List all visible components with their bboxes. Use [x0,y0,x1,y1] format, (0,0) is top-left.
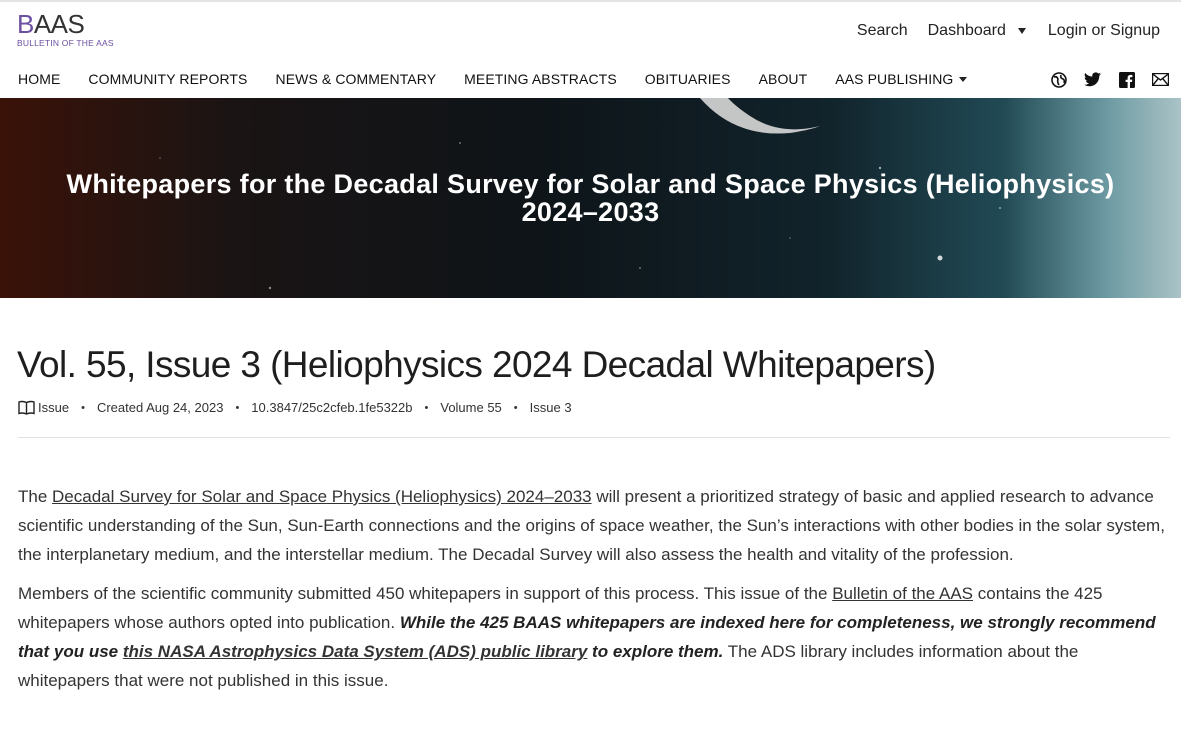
nav-aas-publishing-label: AAS PUBLISHING [835,71,954,87]
chevron-down-icon[interactable] [1018,28,1026,34]
meta-separator: • [513,401,518,414]
meta-doi[interactable]: 10.3847/25c2cfeb.1fe5322b [251,400,413,415]
nav-obituaries[interactable]: OBITUARIES [644,71,731,87]
meta-type: Issue [38,400,70,415]
meta-volume: Volume 55 [440,400,502,415]
decadal-survey-link[interactable]: Decadal Survey for Solar and Space Physics (Heliophysics) 2024–2033 [52,487,592,506]
divider [18,437,1170,438]
facebook-icon[interactable] [1118,71,1135,88]
dashboard-link[interactable]: Dashboard [927,22,1006,39]
ads-library-link[interactable]: this NASA Astrophysics Data System (ADS) public library [122,642,588,661]
text: Members of the scientific community submitted 450 whitepapers in support of this process. This issue of the [18,584,833,603]
mail-icon[interactable] [1152,71,1169,88]
login-signup-link[interactable]: Login or Signup [1047,22,1160,39]
logo-rest: AAS [33,9,85,39]
paragraph-1 [18,482,1170,569]
page-title: Vol. 55, Issue 3 (Heliophysics 2024 Decadal Whitepapers) [17,344,936,385]
chevron-down-icon [959,77,967,82]
header-links [857,22,1160,40]
nav-about[interactable]: ABOUT [758,71,808,87]
logo-subtitle: BULLETIN OF THE AAS [17,38,114,48]
hero-title-line1: Whitepapers for the Decadal Survey for Solar and Space Physics (Heliophysics) [66,169,1115,199]
main-nav [18,71,995,87]
text: While the 425 BAAS whitepapers are indexed here for completeness, we strongly recommend that you use [18,613,1156,661]
meta-created: Created Aug 24, 2023 [96,400,224,415]
baas-link[interactable]: Bulletin of the AAS [832,584,974,603]
nav-aas-publishing[interactable] [835,71,967,87]
nav-news-commentary[interactable]: NEWS & COMMENTARY [275,71,437,87]
text: The ADS library includes information about the whitepapers that were not published in this issue. [18,642,1079,690]
text: will present a prioritized strategy of basic and applied research to advance scientific understanding of the Sun, Sun-Earth connections and the origins of space weather, the Sun’s interactions with other bodies in the solar system, the interplanetary medium, and the interstellar medium. The Decadal Survey will also assess the health and vitality of the profession. [18,487,1165,564]
issue-description [18,482,1170,705]
text: The [18,487,53,506]
book-icon [18,400,35,415]
text: contains the 425 whitepapers whose authors opted into publication. [18,584,1103,632]
logo-initial: B [17,9,34,39]
twitter-icon[interactable] [1084,71,1101,88]
nav-meeting-abstracts[interactable]: MEETING ABSTRACTS [464,71,617,87]
hero-banner [0,98,1181,298]
meta-separator: • [424,401,429,414]
globe-icon[interactable] [1050,71,1067,88]
meta-separator: • [235,401,240,414]
site-header [0,0,1181,98]
hero-title-line2: 2024–2033 [521,197,660,227]
nav-community-reports[interactable]: COMMUNITY REPORTS [88,71,248,87]
issue-meta [18,400,572,415]
hero-title [0,170,1181,226]
social-links [1033,71,1169,88]
text: to explore them. [587,642,724,661]
meta-separator: • [81,401,85,414]
meta-issue-number: Issue 3 [529,400,572,415]
nav-home[interactable]: HOME [18,71,61,87]
baas-logo[interactable] [17,11,114,48]
paragraph-2 [18,579,1170,695]
search-link[interactable]: Search [856,22,908,39]
